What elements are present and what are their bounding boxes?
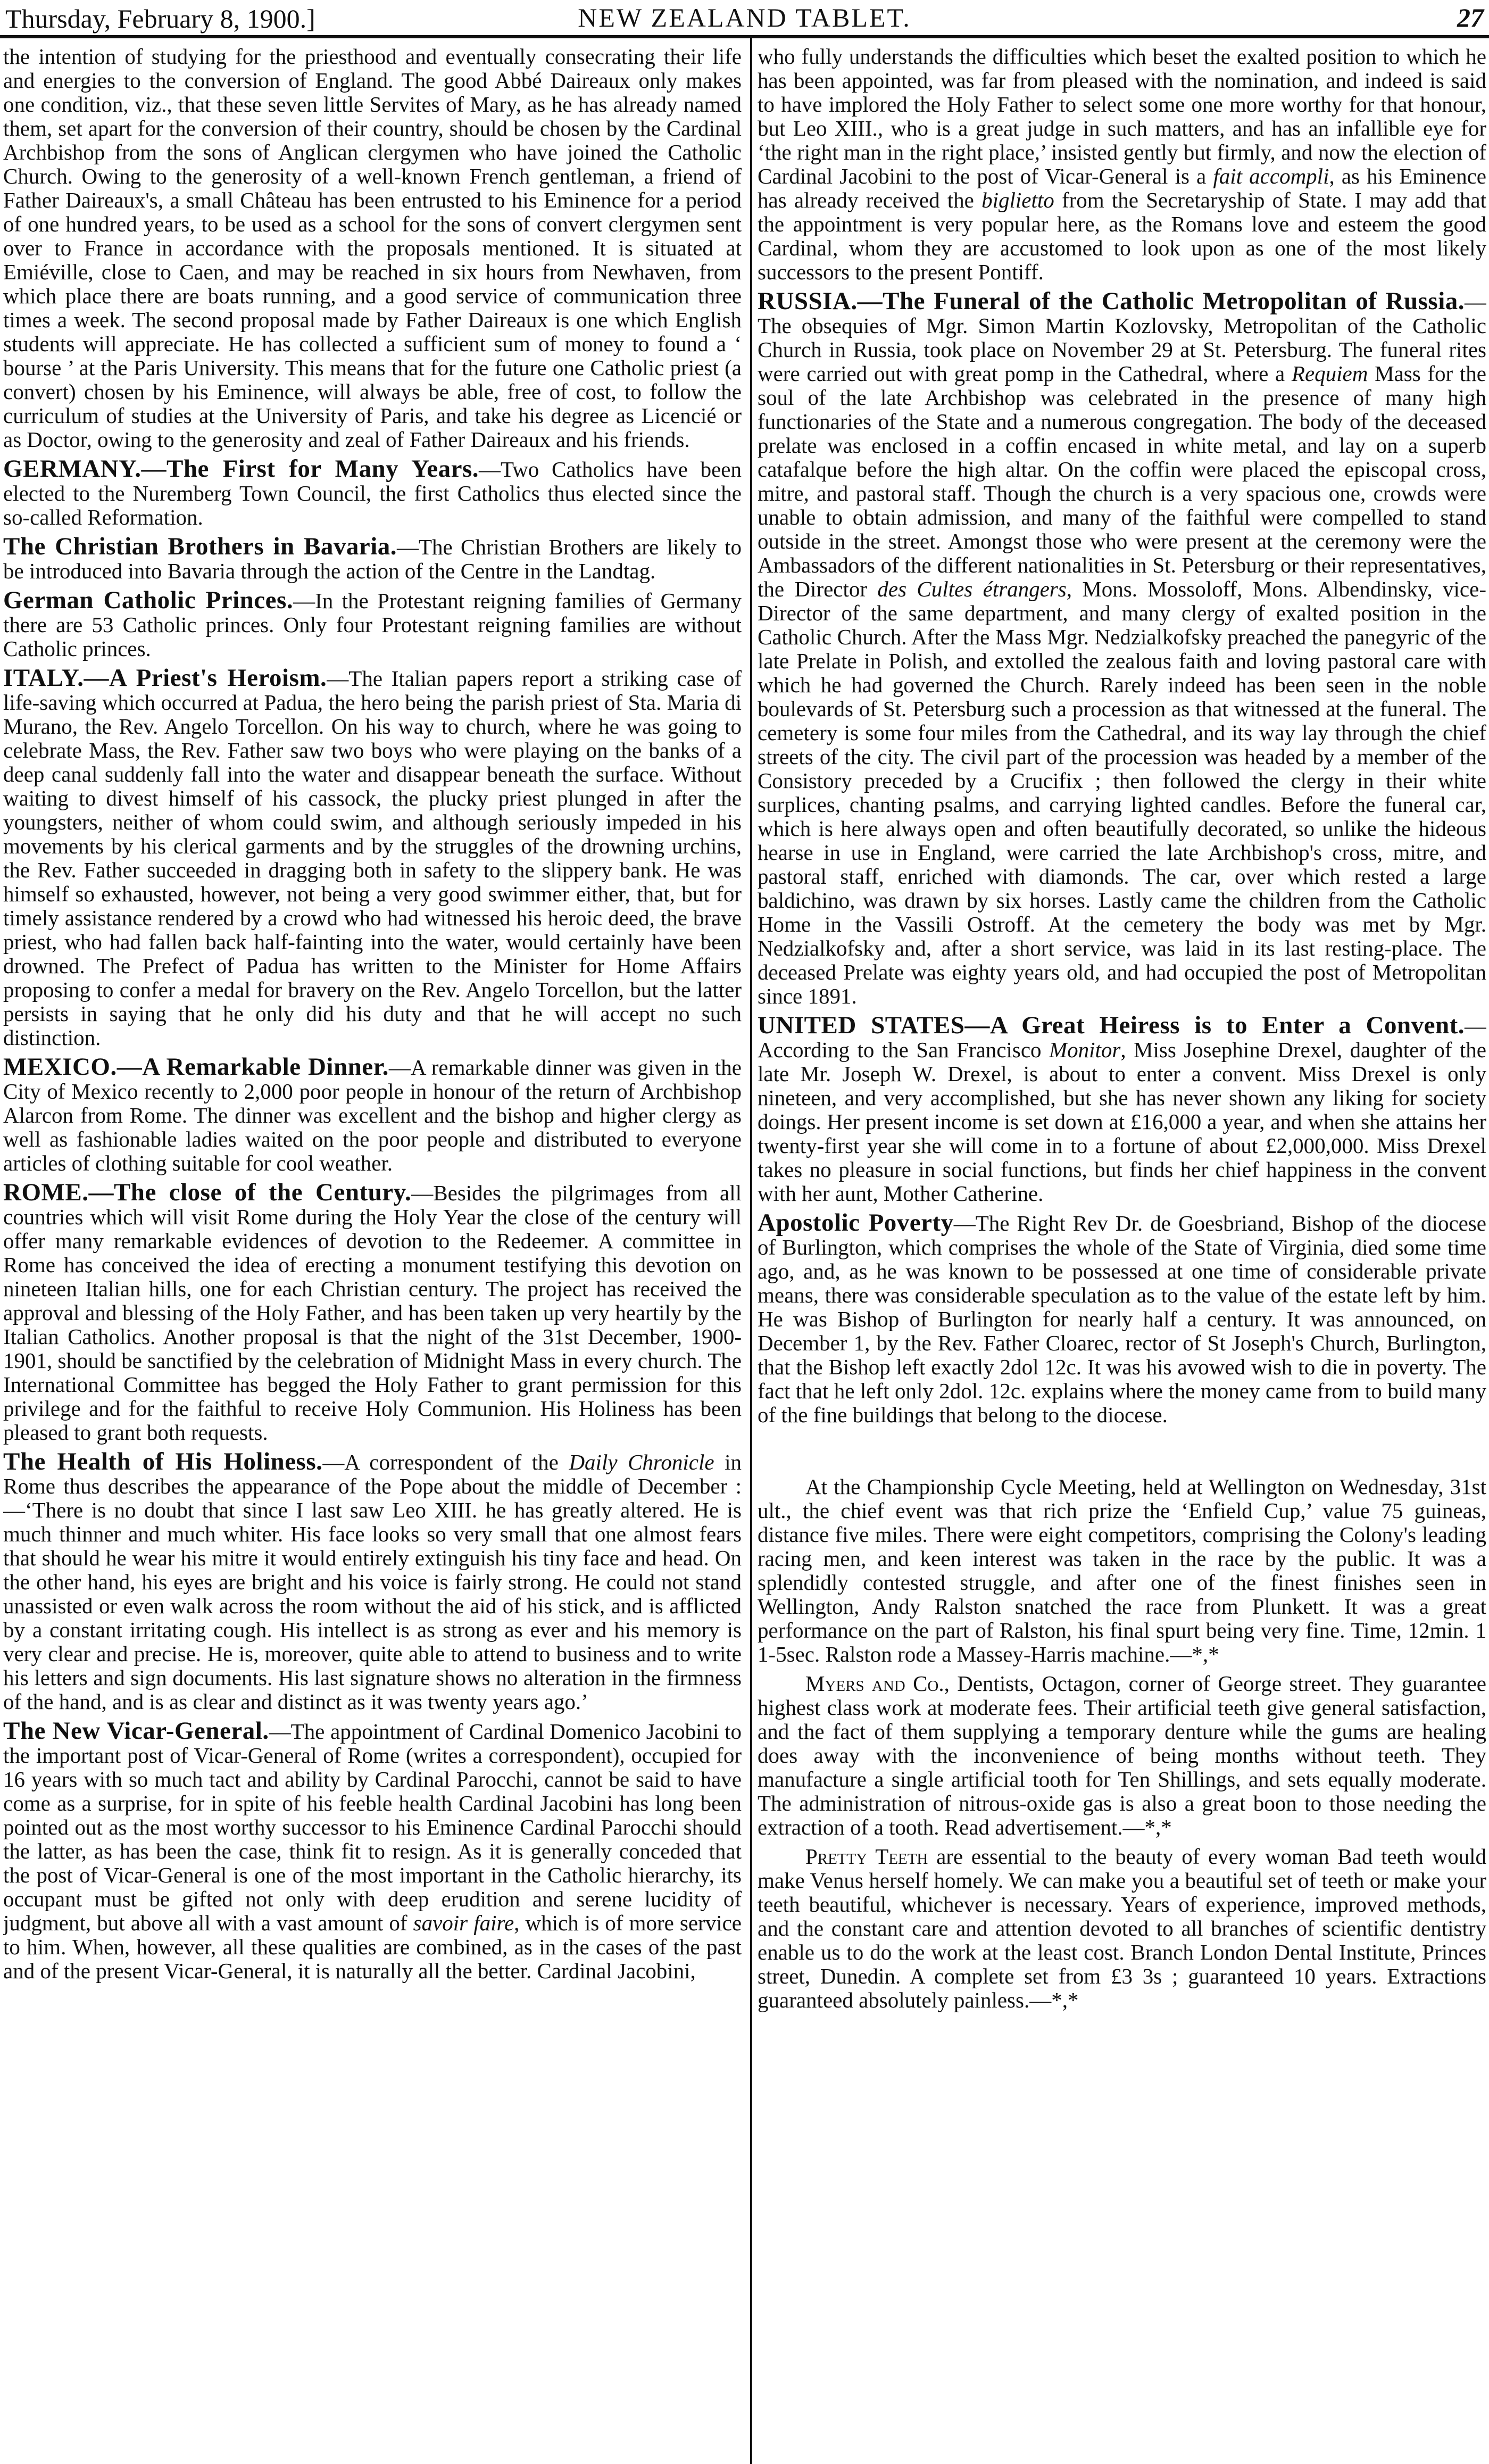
germany-text: —Two Catholics have been elected to the Nuremberg Town Council, the first Catholics thus elected since the so-called Reformation.: [3, 457, 742, 529]
vicar-cont-text-3: from the Secretaryship of State. I may add that the appointment is very popular here, as the Romans love and esteem the good Cardinal, whom they are accustomed to look upon as one of the most likely successors to the present Pontiff.: [758, 188, 1486, 284]
us-text-2: , Miss Josephine Drexel, daughter of the late Mr. Joseph W. Drexel, is about to enter a convent. Miss Drexel is only nineteen, and very accomplished, but she has never shown any liking for society doings. Her present income is set down at £16,000 a year, and when she attains her twenty-first year she will come in to a fortune of about £2,000,000. Miss Drexel takes no pleasure in social functions, but finds her chief happiness in the convent with her aunt, Mother Catherine.: [758, 1038, 1486, 1206]
mexico-text: —A remarkable dinner was given in the City of Mexico recently to 2,000 poor people in honour of the return of Archbishop Alarcon from Rome. The dinner was excellent and the bishop and higher clergy as well as fashionable ladies waited on the poor people and distributed to everyone articles of clothing suitable for cool weather.: [3, 1055, 742, 1175]
page-number: 27: [1457, 3, 1484, 32]
mexico-heading: MEXICO.—A Remarkable Dinner.: [3, 1053, 389, 1081]
vicar-cont-text-2: , as his Eminence has already received the: [758, 164, 1486, 212]
rome-heading: ROME.—The close of the Century.: [3, 1179, 412, 1206]
vicar-heading: The New Vicar-General.: [3, 1717, 269, 1745]
princes-text: —In the Protestant reigning families of Germany there are 53 Catholic princes. Only four Protestant reigning families are without Catholic princes.: [3, 588, 742, 661]
cycle-text: At the Championship Cycle Meeting, held at Wellington on Wednesday, 31st ult., the chief event was that rich prize the ‘Enfield Cup,’ value 75 guineas, distance five miles. There were eight competitors, comprising the Colony's leading racing men, and keen interest was taken in the race by the public. It was a splendidly contested struggle, and after one of the finest finishes seen in Wellington, Andy Ralston snatched the race from Plunkett. It was a great performance on the part of Ralston, his final spurt being very fine. Time, 12min. 1 1-5sec. Ralston rode a Massey-Harris machine.—*,*: [758, 1474, 1486, 1666]
poverty-text: —The Right Rev Dr. de Goesbriand, Bishop of the diocese of Burlington, which comprises the whole of the State of Virginia, died some time ago, and, as he was known to be possessed at one time of considerable private means, there was considerable speculation as to the value of the estate left by him. He was Bishop of Burlington for nearly half a century. It was announced, on December 1, by the Rev. Father Cloarec, rector of St Joseph's Church, Burlington, that the Bishop left exactly 2dol 12c. It was his avowed wish to die in poverty. The fact that he left only 2dol. 12c. explains where the money came from to build many of the fine buildings that belong to the diocese.: [758, 1211, 1486, 1427]
myers-text: , Dentists, Octagon, corner of George street. They guarantee highest class work at moderate fees. Their artificial teeth give general satisfaction, and the fact of them supplying a temporary denture while the gums are healing does away with the inconvenience of being months without teeth. They manufacture a single artificial tooth for Ten Shillings, and sets equally moderate. The administration of nitrous-oxide gas is also a great boon to those needing the extraction of a tooth. Read advertisement.—*,*: [758, 1671, 1486, 1839]
vicar-cont-text-1: who fully understands the difficulties which beset the exalted position to which he has been appointed, was far from pleased with the nomination, and indeed is said to have implored the Holy Father to select some one more worthy for that honour, but Leo XIII., who is a great judge in such matters, and has an infallible eye for ‘the right man in the right place,’ insisted gently but firmly, and now the election of Cardinal Jacobini to the post of Vicar-General is a: [758, 45, 1486, 188]
article-russia: [758, 289, 1486, 1008]
us-text-1: —According to the San Francisco: [758, 1014, 1486, 1062]
newspaper-title: NEW ZEALAND TABLET.: [578, 3, 911, 32]
health-paper-name: Daily Chronicle: [569, 1450, 714, 1474]
article-vicar-continued: [758, 45, 1486, 284]
russia-text-1: —The obsequies of Mgr. Simon Martin Kozlovsky, Metropolitan of the Catholic Church in Russia, took place on November 29 at St. Petersburg. The funeral rites were carried out with great pomp in the Cathedral, where a: [758, 289, 1486, 386]
rome-text: —Besides the pilgrimages from all countries which will visit Rome during the Holy Year the close of the century will offer many remarkable evidences of devotion to the Redeemer. A committee in Rome has conceived the idea of erecting a monument testifying this devotion on nineteen Italian hills, one for each Christian century. The project has received the approval and blessing of the Holy Father, and has been taken up very heartily by the Italian Catholics. Another proposal is that the night of the 31st December, 1900-1901, should be sanctified by the celebration of Midnight Mass in every church. The International Committee has begged the Holy Father to grant permission for this privilege and for the faithful to receive Holy Communion. His Holiness has been pleased to grant both requests.: [3, 1181, 742, 1445]
article-catholic-princes: [3, 588, 742, 661]
germany-heading: GERMANY.—The First for Many Years.: [3, 455, 479, 483]
vicar-cont-phrase-2: biglietto: [981, 188, 1054, 212]
health-text-2: in Rome thus describes the appearance of the Pope about the middle of December :—‘There is no doubt that since I last saw Leo XIII. he has greatly altered. He is much thinner and much whiter. His face looks so very small that one almost fears that should he wear his mitre it would entirely extinguish his tiny face and head. On the other hand, his eyes are bright and his voice is fairly strong. He could not stand unassisted or even walk across the room without the aid of his stick, and is afflicted by a constant irritating cough. His intellect is as strong as ever and his memory is very clear and precise. He is, moreover, quite able to attend to business and to write his letters and sign documents. His last signature shows no alteration in the firmness of the hand, and is as clear and distinct as it was twenty years ago.’: [3, 1450, 742, 1714]
article-apostolic-poverty: [758, 1211, 1486, 1427]
brothers-text: —The Christian Brothers are likely to be introduced into Bavaria through the action of the Centre in the Landtag.: [3, 535, 742, 583]
russia-heading: RUSSIA.—The Funeral of the Catholic Metropolitan of Russia.: [758, 287, 1465, 315]
advert-pretty-teeth: [758, 1845, 1486, 2012]
us-paper-name: Monitor: [1049, 1038, 1121, 1062]
myers-name: Myers and Co.: [805, 1671, 944, 1696]
article-italy: [3, 666, 742, 1050]
left-column: [3, 45, 742, 2460]
vicar-text-1: —The appointment of Cardinal Domenico Jacobini to the important post of Vicar-General of Rome (writes a correspondent), occupied for 16 years with so much tact and ability by Cardinal Parocchi, cannot be said to have come as a surprise, for in spite of his feeble health Cardinal Jacobini has long been pointed out as the most worthy successor to his Eminence Cardinal Parocchi should the latter, as has been the case, think fit to resign. As it is generally conceded that the post of Vicar-General is one of the most important in the Catholic hierarchy, its occupant must be gifted not only with deep erudition and serene lucidity of judgment, but above all with a vast amount of: [3, 1719, 742, 1935]
italy-text: —The Italian papers report a striking case of life-saving which occurred at Padua, the hero being the parish priest of Sta. Maria di Murano, the Rev. Angelo Torcellon. On his way to church, where he was going to celebrate Mass, the Rev. Father saw two boys who were playing on the banks of a deep canal suddenly fall into the water and disappear beneath the surface. Without waiting to divest himself of his cassock, the plucky priest plunged in after the youngsters, neither of whom could swim, and although seriously impeded in his movements by his clerical garments and by the struggles of the drowning urchins, the Rev. Father succeeded in dragging both in safety to the slippery bank. He was himself so exhausted, however, not being a very good swimmer either, that, but for timely assistance rendered by a crowd who had witnessed his heroic deed, the brave priest, who had fallen back half-fainting into the water, would certainly have been drowned. The Prefect of Padua has written to the Minister for Home Affairs proposing to confer a medal for bravery on the Rev. Angelo Torcellon, but the latter persists in saying that he only did his duty and that he will accept no such distinction.: [3, 666, 742, 1050]
us-heading: UNITED STATES—A Great Heiress is to Enter a Convent.: [758, 1011, 1465, 1039]
article-intro-continued: [3, 45, 742, 452]
italy-heading: ITALY.—A Priest's Heroism.: [3, 664, 327, 692]
russia-text-3: , Mons. Mossoloff, Mons. Albendinsky, vice-Director of the same department, and many clergy of exalted position in the Catholic Church. After the Mass Mgr. Nedzialkofsky preached the panegyric of the late Prelate in Polish, and extolled the zealous faith and loving pastoral care with which he had governed the Church. Rarely indeed has been seen in the noble boulevards of St. Petersburg such a procession as that witnessed at the funeral. The cemetery is some four miles from the Cathedral, and its way lay through the chief streets of the city. The civil part of the procession was headed by a member of the Consistory preceded by a Crucifix ; then followed the clergy in their white surplices, chanting psalms, and carrying lighted candles. Before the funeral car, which is here always open and often beautifully decorated, so unlike the hideous hearse in use in England, were carried the late Archbishop's cross, mitre, and pastoral staff, enriched with diamonds. The car, over which rested a large baldichino, was drawn by six horses. Lastly came the children from the Catholic Home in the Vassili Ostroff. At the cemetery the body was met by Mgr. Nedzialkofsky and, after a short service, was laid in its last resting-place. The deceased Prelate was eighty years old, and had occupied the post of Metropolitan since 1891.: [758, 577, 1486, 1008]
russia-phrase-1: Requiem: [1291, 361, 1368, 386]
health-text-1: —A correspondent of the: [322, 1450, 569, 1474]
advert-myers: [758, 1672, 1486, 1839]
article-cycle-meeting: [758, 1475, 1486, 1666]
article-vicar-general: [3, 1719, 742, 1983]
pretty-name: Pretty Teeth: [805, 1844, 928, 1869]
right-column: [758, 45, 1486, 2460]
poverty-heading: Apostolic Poverty: [758, 1209, 954, 1237]
article-mexico: [3, 1055, 742, 1175]
russia-text-2: Mass for the soul of the late Archbishop was celebrated in the presence of many high functionaries of the State and a numerous congregation. The body of the deceased prelate was enclosed in a coffin encased in white metal, and lay on a superb catafalque before the high altar. On the coffin were placed the episcopal cross, mitre, and pastoral staff. Though the church is a very spacious one, crowds were unable to obtain admission, and many of the faithful were compelled to stand outside in the street. Amongst those who were present at the ceremony were the Ambassadors of the different nationalities in St. Petersburg or their representatives, the Director: [758, 361, 1486, 601]
issue-date: Thursday, February 8, 1900.]: [5, 4, 315, 34]
masthead: [0, 0, 1489, 36]
vicar-text-2: , which is of more service to him. When, however, all these qualities are combined, as in the cases of the past and of the present Vicar-General, it is naturally all the better. Cardinal Jacobini,: [3, 1911, 742, 1983]
health-heading: The Health of His Holiness.: [3, 1448, 323, 1475]
article-united-states: [758, 1011, 1486, 1206]
section-gap: [758, 1432, 1486, 1475]
russia-phrase-2: des Cultes étrangers: [877, 577, 1067, 601]
column-rule: [750, 38, 752, 2464]
article-germany: [3, 457, 742, 529]
article-health: [3, 1450, 742, 1714]
pretty-text: are essential to the beauty of every woman Bad teeth would make Venus herself homely. We can make you a beautiful set of teeth or make your teeth beautiful, whichever is necessary. Years of experience, improved methods, and the constant care and attention devoted to all branches of scientific dentistry enable us to do the work at the least cost. Branch London Dental Institute, Princes street, Dunedin. A complete set from £3 3s ; guaranteed 10 years. Extractions guaranteed absolutely painless.—*,*: [758, 1844, 1486, 2012]
brothers-heading: The Christian Brothers in Bavaria.: [3, 533, 397, 560]
intro-text: the intention of studying for the priesthood and eventually consecrating their life and energies to the conversion of England. The good Abbé Daireaux only makes one condition, viz., that these seven little Servites of Mary, as he has already named them, set apart for the conversion of their country, should be chosen by the Cardinal Archbishop from the sons of Anglican clergymen who have joined the Catholic Church. Owing to the generosity of a well-known French gentleman, a friend of Father Daireaux's, a small Château has been entrusted to his Eminence for a period of one hundred years, to be used as a school for the sons of convert clergymen sent over to France in accordance with the proposals mentioned. It is situated at Emiéville, close to Caen, and may be reached in six hours from Newhaven, from which place there are boats running, and a good service of communication three times a week. The second proposal made by Father Daireaux is one which English students will appreciate. He has collected a sufficient sum of money to found a ‘ bourse ’ at the Paris University. This means that for the future one Catholic priest (a convert) chosen by his Eminence, will always be able, free of cost, to follow the curriculum of studies at the University of Paris, and take his degree as Licencié or as Doctor, owing to the generosity and zeal of Father Daireaux and his friends.: [3, 45, 742, 452]
top-rule: [0, 35, 1489, 38]
vicar-cont-phrase-1: fait accompli: [1213, 164, 1329, 188]
vicar-phrase: savoir faire: [413, 1911, 514, 1935]
article-rome: [3, 1181, 742, 1445]
article-christian-brothers: [3, 535, 742, 583]
princes-heading: German Catholic Princes.: [3, 586, 294, 614]
